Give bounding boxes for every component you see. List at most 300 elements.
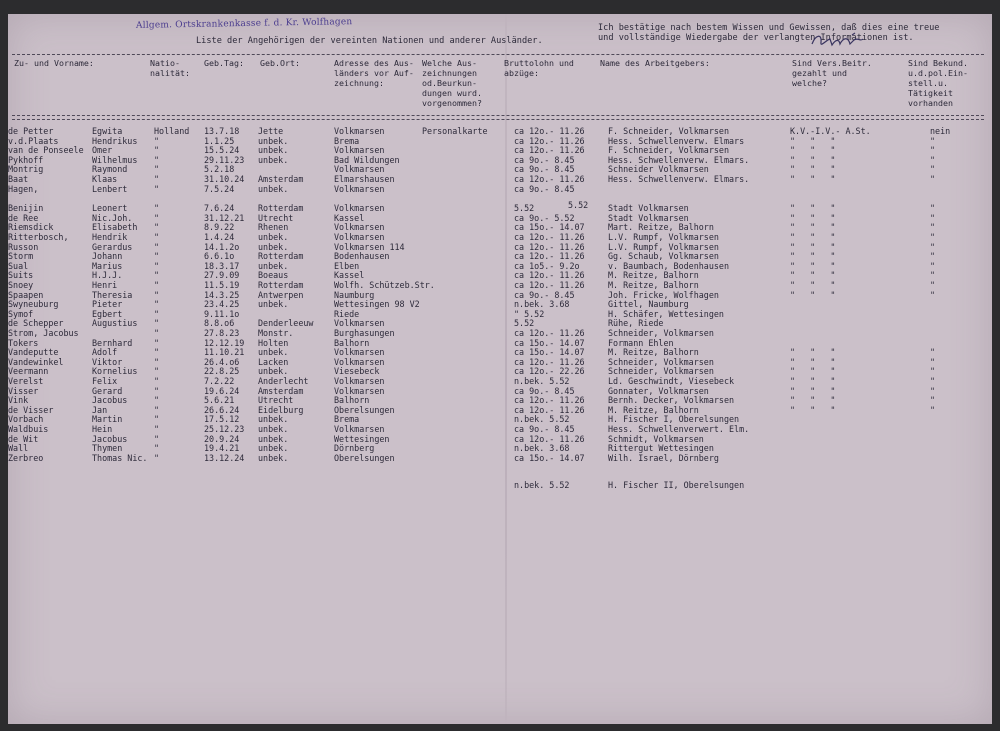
cell-insurance: " " " [790, 260, 836, 271]
cell-birth-date: 1.1.25 [204, 135, 235, 146]
cell-nationality: " [154, 385, 160, 396]
cell-surname: Strom, Jacobus [8, 328, 79, 338]
cell-wages: ca 1o5.- 9.2o [514, 260, 580, 271]
cell-insurance: " " " [790, 366, 836, 377]
cell-wages: ca 12o.- 11.26 [514, 241, 585, 252]
cell-address: Oberelsungen [334, 404, 395, 415]
cell-address: Volkmarsen [334, 145, 385, 156]
cell-surname: Storm [8, 251, 34, 262]
cell-political: " [930, 232, 936, 242]
cell-surname: van de Ponseele [8, 145, 84, 156]
table-row [8, 425, 992, 434]
cell-first-name: Gerardus [92, 241, 133, 252]
cell-address: Volkmarsen [334, 318, 385, 329]
cell-wages: ca 12o.- 11.26 [514, 433, 585, 444]
cell-nationality: " [154, 164, 160, 175]
cell-surname: Montrig [8, 164, 44, 175]
cell-insurance: " " " [790, 270, 836, 281]
cell-political: " [930, 404, 936, 415]
cell-birth-date: 20.9.24 [204, 433, 240, 444]
cell-address: Volkmarsen [334, 347, 385, 358]
cell-address: Elmarshausen [334, 174, 395, 184]
cell-employer: H. Schäfer, Wettesingen [608, 308, 724, 319]
cell-birth-date: 14.3.25 [204, 289, 240, 300]
cell-birth-place: unbek. [258, 452, 289, 463]
cell-insurance: " " " [790, 280, 836, 290]
cell-address: Wettesingen [334, 433, 390, 444]
cell-birth-date: 25.12.23 [204, 424, 245, 434]
cell-birth-place: unbek. [258, 414, 289, 425]
cell-address: Brema [334, 414, 360, 425]
cell-nationality: " [154, 356, 160, 367]
cell-birth-place: unbek. [258, 443, 289, 454]
cell-insurance: " " " [790, 154, 836, 165]
cell-employer: F. Schneider, Volkmarsen [608, 145, 730, 156]
table-row [8, 185, 992, 194]
cell-wages: ca 12o.- 11.26 [514, 232, 585, 242]
cell-address: Volkmarsen [334, 222, 385, 233]
cell-birth-place: unbek. [258, 299, 289, 310]
cell-employer: Hess. Schwellenverw. Elmars. [608, 174, 750, 184]
cell-wages: ca 15o.- 14.07 [514, 347, 585, 358]
cell-surname: de Petter [8, 126, 54, 136]
cell-employer: Schmidt, Volkmarsen [608, 433, 704, 444]
cell-insurance: " " " [790, 251, 836, 262]
cell-first-name: Pieter [92, 299, 123, 310]
cell-surname: Waldbuis [8, 424, 49, 434]
cell-birth-date: 18.3.17 [204, 260, 240, 271]
cell-nationality: " [154, 376, 160, 386]
cell-surname: de Visser [8, 404, 54, 415]
table-row [8, 454, 992, 463]
cell-address: Balhorn [334, 395, 370, 406]
cell-first-name: Jan [92, 404, 108, 415]
table-row [8, 396, 992, 405]
cell-insurance: " " " [790, 385, 836, 396]
cell-wages: 5.52 [514, 318, 535, 329]
cell-employer: L.V. Rumpf, Volkmarsen [608, 241, 719, 252]
cell-insurance: " " " [790, 356, 836, 367]
cell-surname: Suits [8, 270, 34, 281]
cell-nationality: " [154, 222, 160, 233]
cell-surname: de Ree [8, 212, 39, 223]
cell-address: Volkmarsen [334, 385, 385, 396]
cell-first-name: Hendrik [92, 232, 128, 242]
cell-address: Volkmarsen [334, 203, 385, 214]
cell-address: Volkmarsen [334, 356, 385, 367]
cell-insurance: " " " [790, 135, 836, 146]
cell-nationality: " [154, 328, 160, 338]
cell-birth-place: unbek. [258, 154, 289, 165]
cell-surname: de Wit [8, 433, 39, 444]
cell-wages: " 5.52 [514, 308, 545, 319]
cell-wages: ca 12o.- 11.26 [514, 174, 585, 184]
cell-birth-date: 7.5.24 [204, 183, 235, 194]
table-row [8, 146, 992, 155]
cell-political: " [930, 260, 936, 271]
cell-birth-place: Denderleeuw [258, 318, 314, 329]
cell-insurance: " " " [790, 164, 836, 175]
cell-birth-place: unbek. [258, 424, 289, 434]
table-row [8, 127, 992, 136]
cell-wages: 5.52 [514, 203, 535, 214]
cell-wages: ca 9o.- 8.45 [514, 424, 575, 434]
cell-wages: n.bek. 5.52 [514, 414, 570, 425]
cell-first-name: Martin [92, 414, 123, 425]
cell-birth-date: 17.5.12 [204, 414, 240, 425]
cell-surname: Ritterbosch, [8, 232, 69, 242]
table-row [8, 204, 992, 213]
cell-employer: L.V. Rumpf, Volkmarsen [608, 232, 719, 242]
cell-nationality: " [154, 404, 160, 415]
cell-surname: Wall [8, 443, 29, 454]
cell-nationality: Holland [154, 126, 190, 136]
cell-birth-place: unbek. [258, 260, 289, 271]
cell-wages: ca 12o.- 11.26 [514, 251, 585, 262]
cell-birth-date: 1.4.24 [204, 232, 235, 242]
cell-first-name: Marius [92, 260, 123, 271]
cell-birth-place: unbek. [258, 347, 289, 358]
cell-birth-date: 23.4.25 [204, 299, 240, 310]
cell-birth-place: Amsterdam [258, 385, 304, 396]
cell-birth-place: Antwerpen [258, 289, 304, 300]
cell-nationality: " [154, 308, 160, 319]
cell-nationality: " [154, 260, 160, 271]
cell-nationality: " [154, 424, 160, 434]
cell-first-name: Omer [92, 145, 113, 156]
cell-first-name: Wilhelmus [92, 154, 138, 165]
cell-first-name: Theresia [92, 289, 133, 300]
cell-birth-date: 9.11.1o [204, 308, 240, 319]
cell-surname: Vandewinkel [8, 356, 64, 367]
cell-address: Viesebeck [334, 366, 380, 377]
cell-surname: Hagen, [8, 183, 39, 194]
cell-surname: v.d.Plaats [8, 135, 59, 146]
cell-surname: Spaapen [8, 289, 44, 300]
cell-first-name: Nic.Joh. [92, 212, 133, 223]
cell-birth-date: 27.8.23 [204, 328, 240, 338]
cell-political: " [930, 164, 936, 175]
cell-address: Volkmarsen [334, 164, 385, 175]
cell-first-name: Henri [92, 280, 118, 290]
cell-nationality: " [154, 203, 160, 214]
cell-wages: ca 12o.- 11.26 [514, 404, 585, 415]
cell-employer: M. Reitze, Balhorn [608, 404, 699, 415]
cell-birth-date: 22.8.25 [204, 366, 240, 377]
cell-political: " [930, 356, 936, 367]
cell-surname: Pykhoff [8, 154, 44, 165]
table-row [8, 175, 992, 184]
cell-political: nein [930, 126, 951, 136]
cell-surname: Verelst [8, 376, 44, 386]
cell-first-name: Augustius [92, 318, 138, 329]
cell-address: Oberelsungen [334, 452, 395, 463]
cell-address: Volkmarsen 114 [334, 241, 405, 252]
cell-nationality: " [154, 443, 160, 454]
cell-nationality: " [154, 366, 160, 377]
cell-nationality: " [154, 251, 160, 262]
cell-address: Wolfh. Schützeb.Str. [334, 280, 435, 290]
cell-nationality: " [154, 318, 160, 329]
cell-wages: n.bek. 3.68 [514, 443, 570, 454]
cell-birth-date: 11.5.19 [204, 280, 240, 290]
cell-wages: ca 12o.- 11.26 [514, 328, 585, 338]
cell-surname: Veermann [8, 366, 49, 377]
cell-employer: Wilh. Israel, Dörnberg [608, 452, 719, 463]
cell-birth-date: 7.2.22 [204, 376, 235, 386]
cell-wages: ca 9o.- 8.45 [514, 183, 575, 194]
cell-insurance: " " " [790, 222, 836, 233]
cell-address: Volkmarsen [334, 126, 385, 136]
cell-political: " [930, 154, 936, 165]
header-rule-top [12, 54, 984, 55]
cell-first-name: Elisabeth [92, 222, 138, 233]
cell-birth-date: 5.2.18 [204, 164, 235, 175]
cell-birth-place: unbek. [258, 241, 289, 252]
cell-insurance: " " " [790, 376, 836, 386]
cell-first-name: Lenbert [92, 183, 128, 194]
cell-wages: n.bek. 5.52 [514, 376, 570, 386]
cell-nationality: " [154, 433, 160, 444]
cell-birth-place: Anderlecht [258, 376, 309, 386]
cell-nationality: " [154, 289, 160, 300]
page-title: Liste der Angehörigen der vereinten Nationen und anderer Ausländer. [196, 36, 543, 46]
cell-first-name: Thomas Nic. [92, 452, 148, 463]
cell-surname: Riemsdick [8, 222, 54, 233]
cell-birth-place: Rotterdam [258, 251, 304, 262]
cell-first-name: Viktor [92, 356, 123, 367]
cell-employer: Ld. Geschwindt, Viesebeck [608, 376, 735, 386]
header-employer: Name des Arbeitgebers: [600, 58, 710, 68]
cell-nationality: " [154, 395, 160, 406]
cell-political: " [930, 376, 936, 386]
cell-nationality: " [154, 337, 160, 348]
cell-address: Balhorn [334, 337, 370, 348]
header-rule-bottom-2 [12, 119, 984, 120]
cell-first-name: Leonert [92, 203, 128, 214]
table-row [8, 444, 992, 453]
cell-birth-date: 11.10.21 [204, 347, 245, 358]
cell-surname: Swyneuburg [8, 299, 59, 310]
cell-nationality: " [154, 154, 160, 165]
cell-insurance: " " " [790, 395, 836, 406]
cell-address: Elben [334, 260, 360, 271]
cell-birth-date: 6.6.1o [204, 251, 235, 262]
cell-birth-date: 29.11.23 [204, 154, 245, 165]
cell-first-name: Hein [92, 424, 113, 434]
cell-employer: Formann Ehlen [608, 337, 674, 348]
cell-wages: ca 12o.- 22.26 [514, 366, 585, 377]
cell-political: " [930, 135, 936, 146]
cell-insurance: " " " [790, 347, 836, 358]
cell-insurance: " " " [790, 145, 836, 156]
cell-birth-date: 14.1.2o [204, 241, 240, 252]
cell-address: Bodenhausen [334, 251, 390, 262]
employer-extra-line: H. Fischer II, Oberelsungen [608, 480, 745, 490]
cell-wages: ca 9o.- 5.52 [514, 212, 575, 223]
cell-first-name: Adolf [92, 347, 118, 358]
cell-address: Wettesingen 98 V2 [334, 299, 420, 310]
cell-address: Burghasungen [334, 328, 395, 338]
cell-birth-place: Amsterdam [258, 174, 304, 184]
cell-birth-place: Eidelburg [258, 404, 304, 415]
cell-first-name: Thymen [92, 443, 123, 454]
cell-employer: Schneider, Volkmarsen [608, 356, 714, 367]
institution-stamp: Allgem. Ortskrankenkasse f. d. Kr. Wolfhagen [135, 17, 353, 31]
cell-wages: n.bek. 3.68 [514, 299, 570, 310]
cell-first-name: H.J.J. [92, 270, 123, 281]
cell-employer: Stadt Volkmarsen [608, 212, 689, 223]
cell-political: " [930, 347, 936, 358]
cell-address: Volkmarsen [334, 183, 385, 194]
cell-insurance: " " " [790, 289, 836, 300]
cell-birth-date: 8.9.22 [204, 222, 235, 233]
cell-employer: Gittel, Naumburg [608, 299, 689, 310]
table-row [8, 377, 992, 386]
cell-insurance: " " " [790, 174, 836, 184]
cell-insurance: " " " [790, 232, 836, 242]
cell-birth-date: 5.6.21 [204, 395, 235, 406]
cell-surname: Visser [8, 385, 39, 396]
cell-birth-date: 19.6.24 [204, 385, 240, 396]
cell-first-name: Jacobus [92, 395, 128, 406]
cell-wages: ca 12o.- 11.26 [514, 270, 585, 281]
cell-nationality: " [154, 452, 160, 463]
table-row [8, 329, 992, 338]
cell-documents: Personalkarte [422, 126, 488, 136]
cell-surname: Symof [8, 308, 34, 319]
cell-insurance: " " " [790, 212, 836, 223]
cell-political: " [930, 395, 936, 406]
cell-wages: ca 12o.- 11.26 [514, 135, 585, 146]
cell-nationality: " [154, 347, 160, 358]
cell-employer: Bernh. Decker, Volkmarsen [608, 395, 735, 406]
cell-nationality: " [154, 232, 160, 242]
cell-wages: ca 15o.- 14.07 [514, 337, 585, 348]
cell-birth-date: 8.8.o6 [204, 318, 235, 329]
cell-birth-place: unbek. [258, 135, 289, 146]
cell-first-name: Egbert [92, 308, 123, 319]
cell-first-name: Johann [92, 251, 123, 262]
cell-employer: Schneider, Volkmarsen [608, 366, 714, 377]
cell-birth-place: Jette [258, 126, 284, 136]
cell-surname: Snoey [8, 280, 34, 290]
cell-address: Kassel [334, 270, 365, 281]
cell-political: " [930, 280, 936, 290]
cell-first-name: Raymond [92, 164, 128, 175]
cell-employer: Mart. Reitze, Balhorn [608, 222, 714, 233]
cell-address: Volkmarsen [334, 232, 385, 242]
cell-birth-date: 31.12.21 [204, 212, 245, 223]
cell-birth-place: unbek. [258, 145, 289, 156]
cell-first-name: Klaas [92, 174, 118, 184]
header-address: Adresse des Aus- länders vor Auf- zeichnung: [334, 58, 414, 88]
cell-birth-date: 19.4.21 [204, 443, 240, 454]
header-nationality: Natio- nalität: [150, 58, 190, 78]
cell-insurance: " " " [790, 203, 836, 214]
cell-political: " [930, 270, 936, 281]
table-row [8, 252, 992, 261]
cell-employer: Stadt Volkmarsen [608, 203, 689, 214]
cell-surname: Benijin [8, 203, 44, 214]
header-wages: Bruttolohn und abzüge: [504, 58, 574, 78]
cell-birth-place: Rhenen [258, 222, 289, 233]
header-birth-date: Geb.Tag: [204, 58, 244, 68]
cell-nationality: " [154, 212, 160, 223]
cell-political: " [930, 145, 936, 156]
cell-nationality: " [154, 183, 160, 194]
cell-first-name: Felix [92, 376, 118, 386]
cell-first-name: Hendrikus [92, 135, 138, 146]
cell-employer: F. Schneider, Volkmarsen [608, 126, 730, 136]
cell-surname: Vink [8, 395, 29, 406]
cell-birth-place: Utrecht [258, 212, 294, 223]
cell-wages: ca 9o.- 8.45 [514, 154, 575, 165]
cell-nationality: " [154, 299, 160, 310]
cell-birth-place: unbek. [258, 433, 289, 444]
cell-surname: Zerbreo [8, 452, 44, 463]
cell-birth-place: Boeaus [258, 270, 289, 281]
document-sheet [8, 14, 992, 724]
cell-wages: ca 15o.- 14.07 [514, 452, 585, 463]
cell-wages: ca 15o.- 14.07 [514, 222, 585, 233]
cell-address: Kassel [334, 212, 365, 223]
cell-nationality: " [154, 145, 160, 156]
cell-address: Brema [334, 135, 360, 146]
cell-wages: ca 12o.- 11.26 [514, 395, 585, 406]
handwritten-signature [808, 30, 878, 52]
cell-birth-place: Utrecht [258, 395, 294, 406]
header-rule-bottom [12, 115, 984, 116]
cell-employer: Gg. Schaub, Volkmarsen [608, 251, 719, 262]
header-documents: Welche Aus- zeichnungen od.Beurkun- dungen wurd. vorgenommen? [422, 58, 482, 108]
cell-political: " [930, 241, 936, 252]
cell-birth-place: Lacken [258, 356, 289, 367]
cell-political: " [930, 385, 936, 396]
cell-birth-date: 26.6.24 [204, 404, 240, 415]
cell-surname: Baat [8, 174, 29, 184]
cell-first-name: Egwita [92, 126, 123, 136]
cell-address: Naumburg [334, 289, 375, 300]
cell-employer: H. Fischer I, Oberelsungen [608, 414, 740, 425]
cell-surname: Vandeputte [8, 347, 59, 358]
certification-text: Ich bestätige nach bestem Wissen und Gewissen, daß dies eine treue und vollständige Wiedergabe der verlangten Informationen ist. [598, 23, 940, 43]
header-birth-place: Geb.Ort: [260, 58, 300, 68]
cell-birth-place: Rotterdam [258, 203, 304, 214]
cell-surname: Vorbach [8, 414, 44, 425]
cell-nationality: " [154, 241, 160, 252]
cell-birth-date: 26.4.o6 [204, 356, 240, 367]
cell-birth-date: 31.10.24 [204, 174, 245, 184]
cell-first-name: Gerard [92, 385, 123, 396]
cell-employer: Hess. Schwellenverw. Elmars [608, 135, 745, 146]
cell-employer: Joh. Fricke, Wolfhagen [608, 289, 719, 300]
cell-birth-date: 7.6.24 [204, 203, 235, 214]
cell-wages: ca 12o.- 11.26 [514, 145, 585, 156]
cell-birth-date: 12.12.19 [204, 337, 245, 348]
cell-nationality: " [154, 270, 160, 281]
cell-address: Dörnberg [334, 443, 375, 454]
cell-nationality: " [154, 135, 160, 146]
cell-political: " [930, 222, 936, 233]
cell-birth-date: 13.7.18 [204, 126, 240, 136]
cell-birth-place: unbek. [258, 366, 289, 377]
cell-employer: M. Reitze, Balhorn [608, 347, 699, 358]
header-insurance: Sind Vers.Beitr. gezahlt und welche? [792, 58, 872, 88]
cell-address: Bad Wildungen [334, 154, 400, 165]
cell-wages: ca 12o.- 11.26 [514, 280, 585, 290]
cell-birth-place: unbek. [258, 232, 289, 242]
